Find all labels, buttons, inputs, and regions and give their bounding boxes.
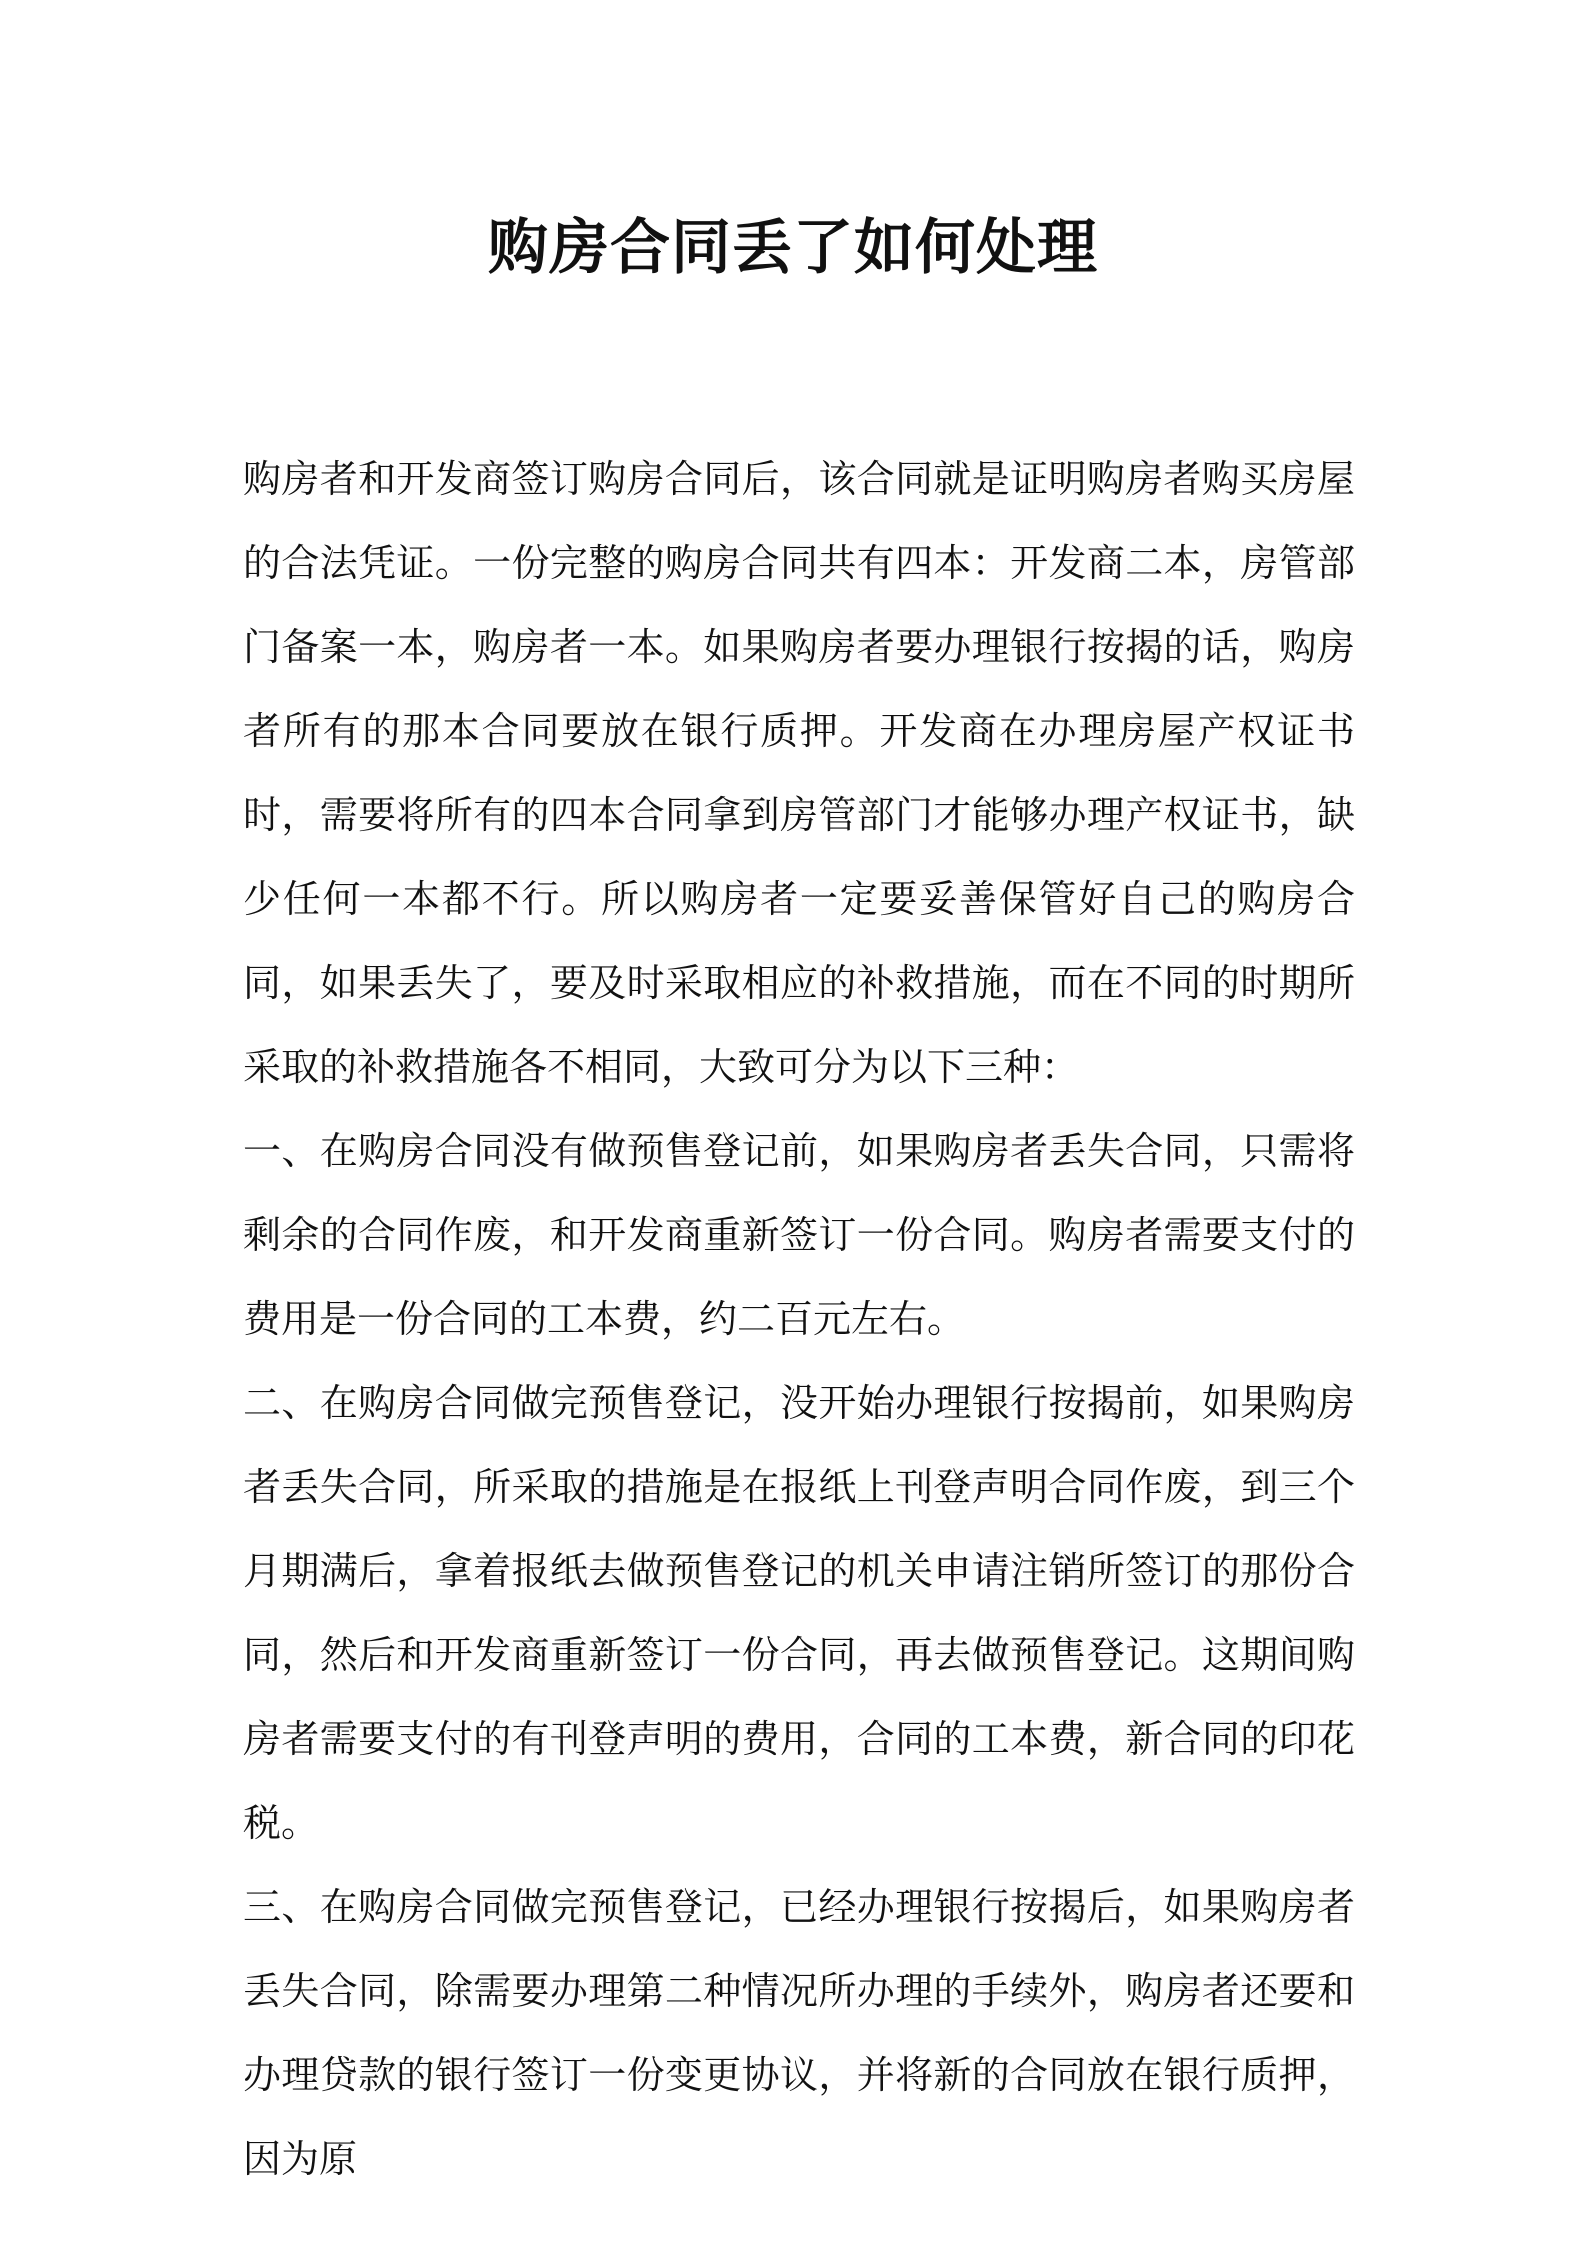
paragraph-case-three: 三、在购房合同做完预售登记，已经办理银行按揭后，如果购房者丢失合同，除需要办理第二种情况所办理的手续外，购房者还要和办理贷款的银行签订一份变更协议，并将新的合同放在银行质押，因为原 [243, 1885, 1355, 2181]
document-body [243, 437, 1355, 2201]
paragraph-intro: 购房者和开发商签订购房合同后，该合同就是证明购房者购买房屋的合法凭证。一份完整的购房合同共有四本：开发商二本，房管部门备案一本，购房者一本。如果购房者要办理银行按揭的话，购房者所有的那本合同要放在银行质押。开发商在办理房屋产权证书时，需要将所有的四本合同拿到房管部门才能够办理产权证书，缺少任何一本都不行。所以购房者一定要妥善保管好自己的购房合同，如果丢失了，要及时采取相应的补救措施，而在不同的时期所采取的补救措施各不相同，大致可分为以下三种： [243, 457, 1355, 1089]
document-title: 购房合同丢了如何处理 [488, 213, 1098, 283]
paragraph-case-one: 一、在购房合同没有做预售登记前，如果购房者丢失合同，只需将剩余的合同作废，和开发商重新签订一份合同。购房者需要支付的费用是一份合同的工本费，约二百元左右。 [243, 1129, 1355, 1341]
paragraph-case-two: 二、在购房合同做完预售登记，没开始办理银行按揭前，如果购房者丢失合同，所采取的措施是在报纸上刊登声明合同作废，到三个月期满后，拿着报纸去做预售登记的机关申请注销所签订的那份合同，然后和开发商重新签订一份合同，再去做预售登记。这期间购房者需要支付的有刊登声明的费用，合同的工本费，新合同的印花税。 [243, 1381, 1355, 1845]
